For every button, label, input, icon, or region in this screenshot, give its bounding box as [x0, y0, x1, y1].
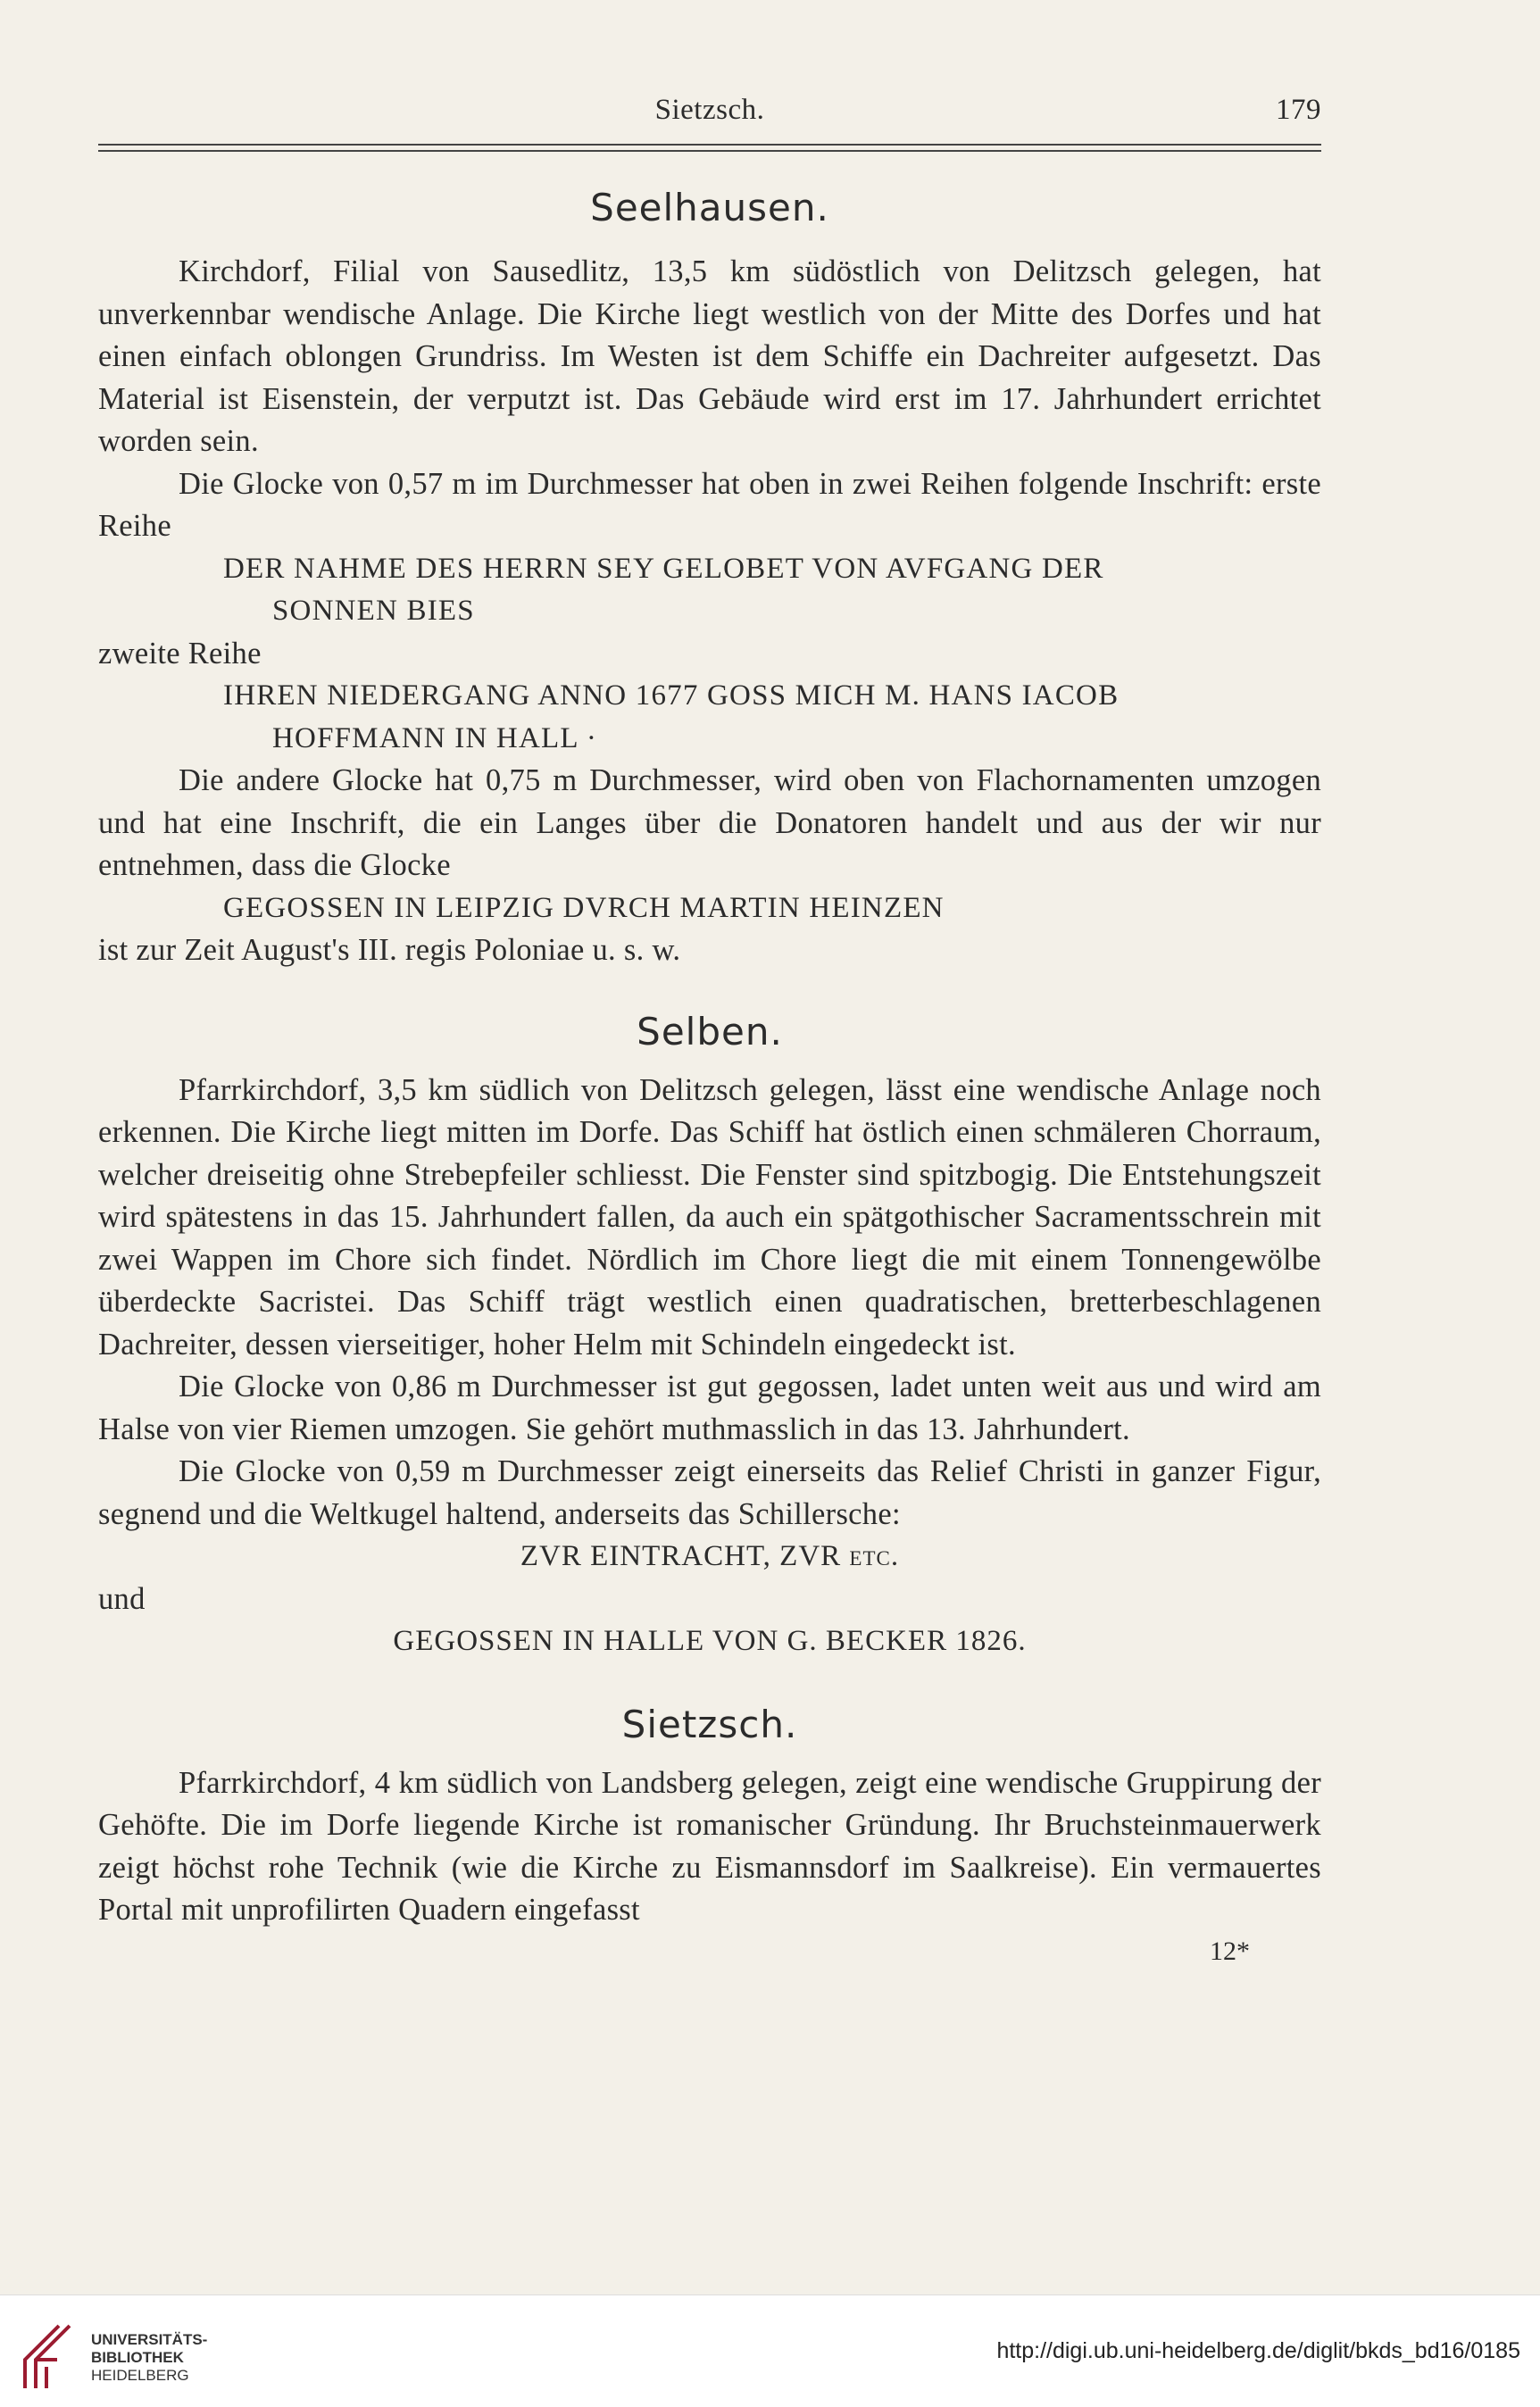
header-rule	[98, 144, 1321, 152]
library-footer	[0, 2295, 1540, 2407]
inscription-label: zweite Reihe	[98, 636, 262, 670]
library-name-line: UNIVERSITÄTS-	[91, 2331, 208, 2348]
paragraph: Die Glocke von 0,59 m Durchmesser zeigt einerseits das Relief Christi in ganzer Figur, segnend und die Weltkugel haltend, anderseits das Schillersche:	[98, 1454, 1321, 1531]
inscription-line: IHREN NIEDERGANG ANNO 1677 GOSS MICH M. HANS IACOB	[223, 679, 1120, 712]
conjunction: und	[98, 1581, 146, 1616]
library-name-line: BIBLIOTHEK	[91, 2349, 184, 2366]
library-name-line: HEIDELBERG	[91, 2367, 189, 2384]
paragraph: Pfarrkirchdorf, 4 km südlich von Landsberg gelegen, zeigt eine wendische Gruppirung der Gehöfte. Die im Dorfe liegende Kirche ist romanischer Gründung. Ihr Bruchsteinmauerwerk zeigt höchst rohe Technik (wie die Kirche zu Eismannsdorf im Saalkreise). Ein vermauertes Portal mit unprofilirten Quadern eingefasst	[98, 1765, 1321, 1927]
paragraph: Kirchdorf, Filial von Sausedlitz, 13,5 km südöstlich von Delitzsch gelegen, hat unverkennbar wendische Anlage. Die Kirche liegt westlich von der Mitte des Dorfes und hat einen einfach oblongen Grundriss. Im Westen ist dem Schiffe ein Dachreiter aufgesetzt. Das Material ist Eisenstein, der verputzt ist. Das Gebäude wird erst im 17. Jahrhundert errichtet worden sein.	[98, 254, 1321, 458]
ub-heidelberg-logo-icon	[16, 2320, 79, 2392]
paragraph: Pfarrkirchdorf, 3,5 km südlich von Delitzsch gelegen, lässt eine wendische Anlage noch erkennen. Die Kirche liegt mitten im Dorfe. Das Schiff hat östlich einen schmäleren Chorraum, welcher dreiseitig ohne Strebepfeiler schliesst. Die Fenster sind spitzbogig. Die Entstehungszeit wird spätestens in das 15. Jahrhundert fallen, da auch ein spätgothischer Sacramentsschrein mit zwei Wappen im Chore sich findet. Nördlich im Chore liegt die mit einem Tonnengewölbe überdeckte Sacristei. Das Schiff trägt westlich einen quadratischen, bretterbeschlagenen Dachreiter, dessen vierseitiger, hoher Helm mit Schindeln eingedeckt ist.	[98, 1072, 1321, 1362]
section-heading-sietzsch: Sietzsch.	[621, 1702, 798, 1746]
permalink-url[interactable]: http://digi.ub.uni-heidelberg.de/diglit/bkds_bd16/0185	[996, 2338, 1520, 2363]
inscription-line: SONNEN BIES	[272, 595, 475, 627]
inscription-line: GEGOSSEN IN LEIPZIG DVRCH MARTIN HEINZEN	[223, 891, 945, 924]
paragraph: Die Glocke von 0,86 m Durchmesser ist gut gegossen, ladet unten weit aus und wird am Halse von vier Riemen umzogen. Sie gehört muthmasslich in das 13. Jahrhundert.	[98, 1370, 1321, 1446]
paragraph: Die Glocke von 0,57 m im Durchmesser hat oben in zwei Reihen folgende Inschrift: erste Reihe	[98, 466, 1321, 543]
inscription-line: ZVR EINTRACHT, ZVR etc.	[520, 1540, 900, 1572]
bell-inscription	[98, 887, 1321, 930]
text-column	[98, 85, 1321, 1971]
page-number: 179	[1276, 94, 1321, 126]
inscription-line: DER NAHME DES HERRN SEY GELOBET VON AVFGANG DER	[223, 552, 1104, 585]
inscription-line: HOFFMANN IN HALL ·	[272, 721, 598, 754]
bell-inscription	[98, 675, 1321, 760]
section-heading-seelhausen: Seelhausen.	[590, 186, 829, 229]
running-title: Sietzsch.	[654, 94, 765, 126]
library-name	[91, 2331, 207, 2385]
running-head	[98, 85, 1321, 138]
bell-inscription	[98, 1536, 1321, 1578]
section-heading-selben: Selben.	[637, 1009, 783, 1054]
bell-inscription	[98, 1620, 1321, 1663]
paragraph: Die andere Glocke hat 0,75 m Durchmesser, wird oben von Flachornamenten umzogen und hat eine Inschrift, die ein Langes über die Donatoren handelt und aus der wir nur entnehmen, dass die Glocke	[98, 763, 1321, 882]
inscription-line: GEGOSSEN IN HALLE VON G. BECKER 1826.	[393, 1625, 1027, 1657]
bell-inscription	[98, 548, 1321, 633]
paragraph: ist zur Zeit August's III. regis Poloniae u. s. w.	[98, 933, 681, 967]
signature-mark: 12*	[1210, 1936, 1250, 1966]
